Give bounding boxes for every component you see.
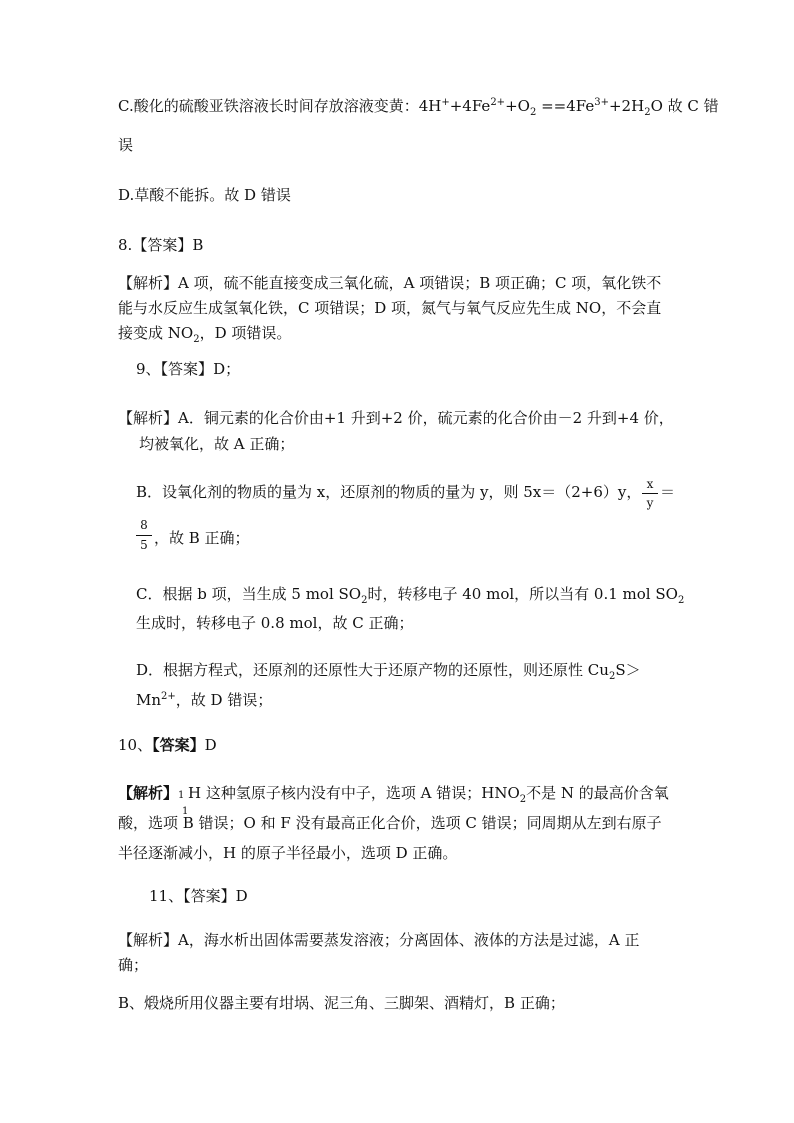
- q9-analysis-b-line2: ，故 B 正确；: [154, 529, 250, 547]
- q11-analysis-line2: 确；: [118, 956, 149, 974]
- q11-analysis-line1: [118, 930, 639, 950]
- analysis-text: A，海水析出固体需要蒸发溶液；分离固体、液体的方法是过滤，A 正: [178, 931, 640, 949]
- q11-answer: [149, 886, 248, 906]
- q9-answer: [136, 359, 240, 379]
- answer-value: D: [204, 736, 217, 754]
- analysis-text: ，故 D 错误；: [175, 691, 273, 709]
- q8-analysis-line1: [118, 273, 661, 293]
- eq-part: ==4Fe: [536, 97, 595, 115]
- eq-sup: 2+: [490, 97, 506, 108]
- answer-label: 【答案】: [132, 236, 193, 254]
- eq-part: 4H: [418, 97, 442, 115]
- analysis-text: 时，转移电子 40 mol，所以当有 0.1 mol SO: [367, 585, 678, 603]
- analysis-text: C．根据 b 项，当生成 5 mol SO: [136, 585, 362, 603]
- eq-sub: 2: [608, 671, 616, 682]
- answer-number: 10、: [118, 736, 153, 754]
- eq-part: +2H: [608, 97, 645, 115]
- answer-value: B: [192, 236, 204, 254]
- q9-analysis-c-line2: 生成时，转移电子 0.8 mol，故 C 正确；: [136, 614, 414, 632]
- fraction-denominator: y: [646, 496, 654, 510]
- q8-analysis-line2: 能与水反应生成氢氧化铁，C 项错误；D 项，氮气与氧气反应先生成 NO，不会直: [118, 299, 662, 317]
- q11-analysis-line3: B、煅烧所用仪器主要有坩埚、泥三角、三脚架、酒精灯，B 正确；: [118, 994, 565, 1012]
- eq-sub: 2: [529, 107, 537, 118]
- q7-option-c-line2: 误: [118, 136, 134, 154]
- fraction-denominator: 5: [140, 538, 148, 552]
- q9-analysis-d-line1: [136, 660, 641, 680]
- fraction-numerator: x: [646, 477, 654, 491]
- analysis-text: D．根据方程式，还原剂的还原性大于还原产物的还原性，则还原性 Cu: [136, 661, 609, 679]
- fraction-bar: [642, 493, 658, 494]
- q9-analysis-a-line2: 均被氧化，故 A 正确；: [139, 435, 295, 453]
- analysis-text: A 项，硫不能直接变成三氧化硫，A 项错误；B 项正确；C 项，氧化铁不: [178, 274, 662, 292]
- analysis-text: A．铜元素的化合价由+1 升到+2 价，硫元素的化合价由－2 升到+4 价，: [178, 409, 674, 427]
- eq-sub: 2: [193, 334, 200, 345]
- answer-number: 8.: [118, 236, 133, 254]
- analysis-text: 接变成 NO: [118, 324, 194, 342]
- q10-analysis-line2: 酸，选项 B 错误；O 和 F 没有最高正化合价，选项 C 错误；同周期从左到右原子: [118, 814, 662, 832]
- eq-sub: 2: [677, 595, 685, 606]
- q7-option-c-line1: [118, 96, 719, 116]
- fraction-bar: [136, 535, 152, 536]
- analysis-text: S＞: [615, 661, 641, 679]
- eq-sup: 2+: [161, 691, 176, 702]
- eq-part: +4Fe: [449, 97, 491, 115]
- analysis-text: 不是 N 的最高价含氧: [526, 784, 669, 802]
- answer-value: D；: [213, 360, 241, 378]
- answer-label: 【答案】: [152, 736, 205, 754]
- q7-option-d: D.草酸不能拆。故 D 错误: [118, 186, 291, 204]
- analysis-text: ，D 项错误。: [199, 324, 292, 342]
- q10-analysis-line1: 【解析】 1 1 H 这种氢原子核内没有中子，选项 A 错误；$HNO_2$不是 N 的最高价含氧: [118, 784, 669, 817]
- q9-analysis-c-line1: [136, 584, 684, 604]
- q9-analysis-d-line2: [136, 690, 272, 710]
- fraction-numerator: 8: [140, 518, 148, 532]
- analysis-label: 【解析】: [118, 931, 179, 949]
- analysis-label: 【解析】: [118, 409, 179, 427]
- analysis-label: 【解析】: [118, 784, 179, 802]
- q7-c-text: C.酸化的硫酸亚铁溶液长时间存放溶液变黄：: [118, 97, 419, 115]
- eq-sup: +: [441, 97, 450, 108]
- answer-number: 11、: [149, 887, 184, 905]
- analysis-text: H 这种氢原子核内没有中子，选项 A 错误；HNO: [188, 784, 520, 802]
- eq-sup: 3+: [594, 97, 609, 108]
- eq-sub: 2: [519, 794, 527, 805]
- q10-answer: [118, 735, 217, 755]
- q9-analysis-a-line1: [118, 408, 674, 428]
- answer-label: 【答案】: [183, 887, 236, 905]
- analysis-text: Mn: [136, 691, 162, 709]
- eq-part: O 故 C 错: [650, 97, 719, 115]
- analysis-label: 【解析】: [118, 274, 179, 292]
- answer-label: 【答案】: [160, 360, 214, 378]
- eq-sub: 2: [361, 595, 368, 606]
- equals-sign: ＝: [660, 483, 676, 501]
- answer-value: D: [235, 887, 248, 905]
- eq-sub: 2: [644, 107, 651, 118]
- answer-number: 9、: [136, 360, 161, 378]
- eq-part: +O: [505, 97, 530, 115]
- q10-analysis-line3: 半径逐渐减小，H 的原子半径最小，选项 D 正确。: [118, 844, 458, 862]
- q9-analysis-b-line1: B．设氧化剂的物质的量为 x，还原剂的物质的量为 y，则 5x＝（2+6）y，: [136, 483, 642, 501]
- q8-analysis-line3: [118, 323, 291, 343]
- q8-answer: [118, 235, 203, 255]
